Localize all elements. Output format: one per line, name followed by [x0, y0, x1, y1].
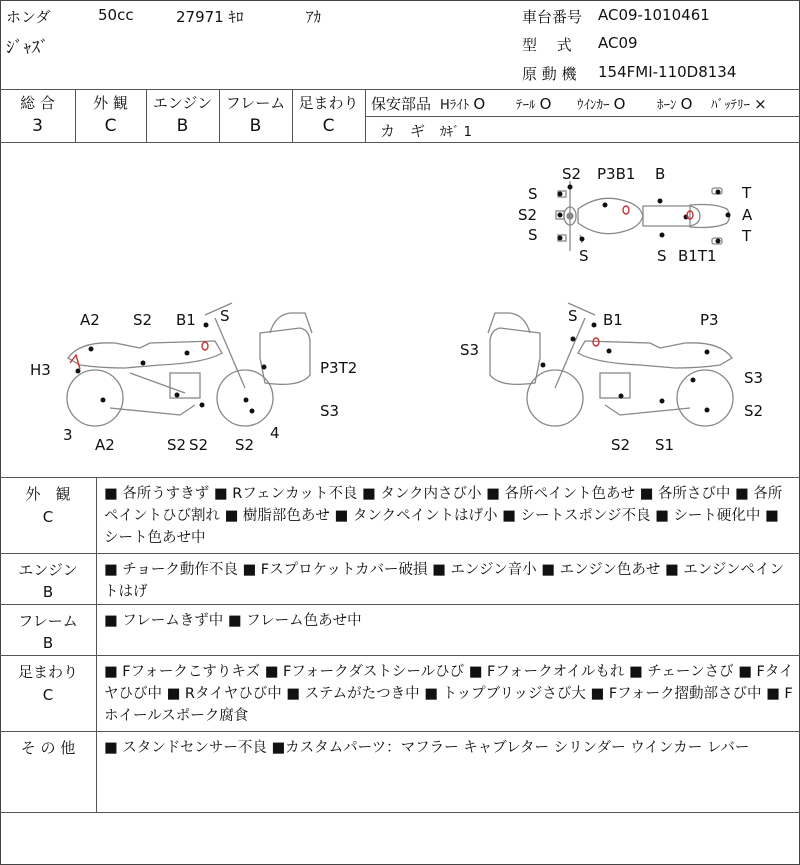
divider — [0, 89, 800, 90]
grade-overall: 3 — [32, 116, 43, 136]
label: A2 — [80, 311, 100, 329]
safety-item-tail: ﾃｰﾙ O — [516, 95, 552, 113]
grade-engine: B — [176, 116, 189, 136]
section-text: ■ チョーク動作不良 ■ Fスプロケットカバー破損 ■ エンジン音小 ■ エンジン色あせ ■ エンジンペイントはげ — [104, 562, 785, 600]
key-value: ｶｷﾞ 1 — [440, 125, 472, 140]
label: P3 — [700, 311, 719, 329]
label: B1T1 — [678, 247, 717, 265]
label: S3 — [320, 402, 340, 420]
label: S — [528, 185, 538, 203]
section-title: そ の 他 — [20, 739, 76, 757]
mileage: 27971 ｷﾛ — [176, 8, 244, 26]
label: A2 — [95, 436, 115, 454]
label: S — [657, 247, 667, 265]
divider — [366, 116, 800, 117]
section-title: 足まわり — [17, 663, 78, 681]
label: B — [655, 165, 666, 183]
grade-header-overall: 総 合 — [20, 94, 55, 112]
label: 3 — [63, 426, 73, 444]
key-label: カ ギ — [380, 122, 426, 140]
maker: ホンダ — [6, 8, 51, 26]
label: S2 — [611, 436, 631, 454]
section-grade: B — [42, 634, 54, 652]
label: B1 — [176, 311, 196, 329]
label: S2 — [167, 436, 187, 454]
label: S1 — [655, 436, 675, 454]
label: S2 — [133, 311, 153, 329]
label: 4 — [270, 424, 280, 442]
top-view-damage-marks — [558, 185, 731, 244]
label: S2 — [744, 402, 764, 420]
engine-label: 原 動 機 — [522, 65, 577, 83]
label: A — [742, 206, 753, 224]
label: S2 — [562, 165, 582, 183]
left-view-labels — [30, 307, 357, 454]
label: P3B1 — [597, 165, 636, 183]
label: T — [742, 227, 752, 245]
safety-item-headlight: Hﾗｲﾄ O — [440, 95, 486, 113]
divider — [0, 477, 800, 478]
section-text: ■ Fフォークこすりキズ ■ Fフォークダストシールひび ■ Fフォークオイルもれ ■ チェーンさび ■ Fタイヤひび中 ■ Rタイヤひび中 ■ ステムがたつき中 ■ トップブリッジさび大 ■ Fフォーク摺動部さび中 ■ Fホイールスポーク腐食 — [104, 664, 794, 724]
frame-no-label: 車台番号 — [522, 8, 583, 26]
section-text: ■ 各所うすきず ■ Rフェンカット不良 ■ タンク内さび小 ■ 各所ペイント色あせ ■ 各所さび中 ■ 各所ペイントひび割れ ■ 樹脂部色あせ ■ タンクペイントはげ小 ■ シートスポンジ不良 ■ シート硬化中 ■ シート色あせ中 — [104, 486, 783, 546]
safety-item-winker: ｳｲﾝｶｰ O — [577, 95, 626, 113]
type-label: 型 式 — [522, 36, 572, 54]
safety-item-horn: ﾎｰﾝ O — [657, 95, 693, 113]
color: ｱｶ — [306, 8, 322, 26]
damage-diagram — [0, 143, 800, 476]
label: S — [220, 307, 230, 325]
divider — [0, 553, 800, 554]
divider — [96, 477, 97, 812]
label: B1 — [603, 311, 623, 329]
label: P3T2 — [320, 359, 358, 377]
safety-label: 保安部品 — [371, 95, 432, 113]
safety-item-battery: ﾊﾞｯﾃﾘｰ × — [711, 95, 767, 113]
label: T — [742, 184, 752, 202]
section-grade: B — [42, 583, 54, 601]
grade-suspension: C — [322, 116, 335, 136]
grade-header-engine: エンジン — [152, 94, 213, 112]
divider — [0, 731, 800, 732]
grade-frame: B — [249, 116, 262, 136]
section-title: エンジン — [18, 561, 78, 579]
section-grade: C — [42, 686, 54, 704]
frame-no-value: AC09-1010461 — [598, 6, 710, 24]
top-view-labels — [518, 165, 753, 265]
divider — [365, 89, 366, 142]
grade-exterior: C — [104, 116, 117, 136]
grade-header-exterior: 外 観 — [93, 94, 128, 112]
type-value: AC09 — [598, 34, 638, 52]
section-text: ■ スタンドセンサー不良 ■カスタムパーツ：マフラー キャブレター シリンダー ウインカー レバー — [104, 740, 750, 756]
divider — [0, 604, 800, 605]
label: S2 — [518, 206, 538, 224]
label: S2 — [235, 436, 255, 454]
label: H3 — [30, 361, 51, 379]
divider — [0, 812, 800, 813]
displacement: 50cc — [98, 6, 134, 24]
grade-header-frame: フレーム — [225, 94, 286, 112]
label: S — [568, 307, 578, 325]
label: S3 — [460, 341, 480, 359]
engine-value: 154FMI-110D8134 — [598, 63, 737, 81]
section-title: 外 観 — [25, 485, 71, 503]
label: S2 — [189, 436, 209, 454]
model-name: ｼﾞｬｽﾞ — [6, 38, 49, 58]
label: S3 — [744, 369, 764, 387]
grade-header-suspension: 足まわり — [298, 94, 359, 112]
label: S — [528, 226, 538, 244]
divider — [0, 655, 800, 656]
section-title: フレーム — [18, 612, 78, 630]
section-text: ■ フレームきず中 ■ フレーム色あせ中 — [104, 613, 362, 629]
section-grade: C — [42, 508, 54, 526]
label: S — [579, 247, 589, 265]
